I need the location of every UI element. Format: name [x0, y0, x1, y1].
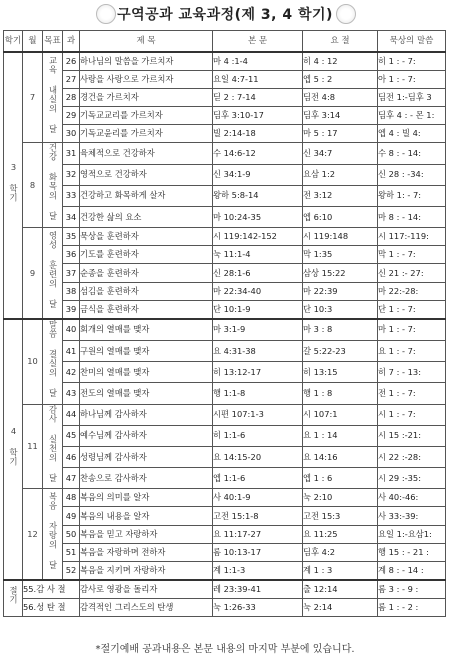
- semester-label: 3 학기: [8, 162, 19, 203]
- lesson-verse: 신 34:7: [303, 143, 378, 164]
- lesson-verse: 시 119:148: [303, 228, 378, 246]
- lesson-no: 34: [63, 207, 80, 228]
- lesson-meditation: 신 21 :- 27:: [378, 264, 446, 282]
- month-cell: 8: [23, 143, 43, 228]
- table-row: [4, 468, 446, 489]
- lesson-no: 46: [63, 446, 80, 467]
- lesson-meditation: 사 33:-39:: [378, 507, 446, 525]
- lesson-verse: 요삼 1:2: [303, 164, 378, 185]
- lesson-meditation: 요일 1:-요삼1:: [378, 525, 446, 543]
- table-row: [4, 489, 446, 507]
- lesson-meditation: 엡 4 : 빌 4:: [378, 125, 446, 143]
- goal-label: 감사 실천의 달: [48, 404, 59, 483]
- header-month: 월: [23, 31, 43, 53]
- lesson-verse: 요 11:25: [303, 525, 378, 543]
- lesson-text: 계 1:1-3: [213, 561, 303, 580]
- lesson-text: 시 119:142-152: [213, 228, 303, 246]
- lesson-title: 복음의 내용을 알자: [80, 507, 213, 525]
- lesson-text: 딤후 3:10-17: [213, 107, 303, 125]
- lesson-text: 눅 1:26-33: [213, 598, 303, 616]
- header-title: 제 목: [80, 31, 213, 53]
- lesson-text: 마 4 :1-4: [213, 52, 303, 71]
- table-row: [4, 561, 446, 580]
- lesson-title: 묵상을 훈련하자: [80, 228, 213, 246]
- lesson-no: 37: [63, 264, 80, 282]
- lesson-no: 32: [63, 164, 80, 185]
- table-row: [4, 543, 446, 561]
- lesson-text: 히 1:1-6: [213, 425, 303, 446]
- lesson-title: 하나님께 감사하자: [80, 404, 213, 425]
- lesson-meditation: 신 28 : -34:: [378, 164, 446, 185]
- table-row: [4, 341, 446, 362]
- lesson-title: 성령님께 감사하자: [80, 446, 213, 467]
- lesson-title: 사랑을 사랑으로 가르치자: [80, 71, 213, 89]
- lesson-text: 마 22:34-40: [213, 282, 303, 300]
- goal-label: 건강 화목의 달: [48, 143, 59, 222]
- lesson-meditation: 아 1 : - 7:: [378, 71, 446, 89]
- lesson-no: 51: [63, 543, 80, 561]
- lesson-verse: 단 10:3: [303, 300, 378, 319]
- lesson-title: 기독교교리를 가르치자: [80, 107, 213, 125]
- lesson-no: 26: [63, 52, 80, 71]
- lesson-meditation: 딤전 1:-딤후 3: [378, 89, 446, 107]
- lesson-meditation: 딤후 4 : - 몬 1:: [378, 107, 446, 125]
- lesson-text: 수 14:6-12: [213, 143, 303, 164]
- lesson-no: 52: [63, 561, 80, 580]
- lesson-meditation: 계 8 : - 14 :: [378, 561, 446, 580]
- lesson-text: 사 40:1-9: [213, 489, 303, 507]
- table-row: [4, 107, 446, 125]
- lesson-verse: 갈 5:22-23: [303, 341, 378, 362]
- table-row: [4, 207, 446, 228]
- table-row: [4, 89, 446, 107]
- festival-no: 56.: [23, 601, 37, 612]
- table-row: [4, 446, 446, 467]
- lesson-verse: 전 3:12: [303, 185, 378, 206]
- goal-cell: [43, 143, 63, 228]
- lesson-no: 28: [63, 89, 80, 107]
- header-goal: 목표: [43, 31, 63, 53]
- lesson-meditation: 요 1 : - 7:: [378, 341, 446, 362]
- lesson-no: 42: [63, 362, 80, 383]
- table-row: [4, 125, 446, 143]
- lesson-no: 31: [63, 143, 80, 164]
- lesson-no: 27: [63, 71, 80, 89]
- festival-row: [4, 580, 446, 599]
- lesson-meditation: 시 1 : - 7:: [378, 404, 446, 425]
- table-row: [4, 52, 446, 71]
- lesson-text: 요일 4:7-11: [213, 71, 303, 89]
- semester-cell: [4, 319, 23, 580]
- lesson-text: 빌 2:14-18: [213, 125, 303, 143]
- title-bar: [0, 0, 450, 30]
- lesson-no: 40: [63, 319, 80, 341]
- goal-cell: [43, 489, 63, 580]
- lesson-title: 감사로 영광을 돌리자: [80, 580, 213, 599]
- lesson-verse: 고전 15:3: [303, 507, 378, 525]
- lesson-meditation: 마 22:-28:: [378, 282, 446, 300]
- lesson-title: 찬미의 열매를 맺자: [80, 362, 213, 383]
- lesson-title: 복음을 자랑하며 전하자: [80, 543, 213, 561]
- lesson-text: 딛 2 : 7-14: [213, 89, 303, 107]
- lesson-verse: 딤전 4:8: [303, 89, 378, 107]
- lesson-verse: 요 14:16: [303, 446, 378, 467]
- table-row: [4, 300, 446, 319]
- lesson-no: 41: [63, 341, 80, 362]
- lesson-verse: 마 3 : 8: [303, 319, 378, 341]
- table-row: [4, 425, 446, 446]
- lesson-title: 기독교윤리를 가르치자: [80, 125, 213, 143]
- month-cell: 12: [23, 489, 43, 580]
- lesson-verse: 삼상 15:22: [303, 264, 378, 282]
- lesson-meditation: 막 1 : - 7:: [378, 246, 446, 264]
- lesson-text: 신 28:1-6: [213, 264, 303, 282]
- semester-cell: [4, 52, 23, 319]
- lesson-no: 43: [63, 383, 80, 404]
- lesson-text: 눅 11:1-4: [213, 246, 303, 264]
- month-cell: 10: [23, 319, 43, 404]
- lesson-title: 건강한 삶의 요소: [80, 207, 213, 228]
- lesson-verse: 요 1 : 14: [303, 425, 378, 446]
- lesson-text: 단 10:1-9: [213, 300, 303, 319]
- header-row: [4, 31, 446, 53]
- festival-label: 절기: [8, 586, 19, 605]
- table-row: [4, 362, 446, 383]
- table-row: [4, 319, 446, 341]
- lesson-verse: 마 22:39: [303, 282, 378, 300]
- lesson-title: 경건을 가르치자: [80, 89, 213, 107]
- lesson-title: 찬송으로 감사하자: [80, 468, 213, 489]
- lesson-no: 47: [63, 468, 80, 489]
- table-row: [4, 246, 446, 264]
- lesson-title: 건강하고 화목하게 살자: [80, 185, 213, 206]
- festival-name: 성 탄 절: [36, 601, 66, 612]
- lesson-title: 예수님께 감사하자: [80, 425, 213, 446]
- lesson-meditation: 시 117:-119:: [378, 228, 446, 246]
- lesson-no: 30: [63, 125, 80, 143]
- lesson-meditation: 시 15 :-21:: [378, 425, 446, 446]
- lesson-text: 신 34:1-9: [213, 164, 303, 185]
- goal-cell: [43, 228, 63, 319]
- lesson-meditation: 수 8 : - 14:: [378, 143, 446, 164]
- month-cell: 9: [23, 228, 43, 319]
- lesson-text: 요 14:15-20: [213, 446, 303, 467]
- lesson-meditation: 시 29 :-35:: [378, 468, 446, 489]
- header-verse: 요 절: [303, 31, 378, 53]
- lesson-text: 엡 1:1-6: [213, 468, 303, 489]
- lesson-title: 육체적으로 건강하자: [80, 143, 213, 164]
- lesson-verse: 시 107:1: [303, 404, 378, 425]
- lesson-title: 기도를 훈련하자: [80, 246, 213, 264]
- goal-label: 교육 내실의 달: [48, 55, 59, 134]
- lesson-verse: 엡 1 : 6: [303, 468, 378, 489]
- lesson-verse: 막 1:35: [303, 246, 378, 264]
- lesson-text: 왕하 5:8-14: [213, 185, 303, 206]
- table-row: [4, 143, 446, 164]
- page-title: 구역공과 교육과정(제 3, 4 학기): [117, 7, 333, 23]
- lesson-no: 39: [63, 300, 80, 319]
- lesson-title: 복음을 지키며 자랑하자: [80, 561, 213, 580]
- lesson-meditation: 히 7 : - 13:: [378, 362, 446, 383]
- header-text: 본 문: [213, 31, 303, 53]
- lesson-meditation: 행 15 : - 21 :: [378, 543, 446, 561]
- lesson-verse: 엡 5 : 2: [303, 71, 378, 89]
- lesson-no: 38: [63, 282, 80, 300]
- lesson-meditation: 히 1 : - 7:: [378, 52, 446, 71]
- festival-name: 감 사 절: [36, 583, 66, 594]
- lesson-no: 49: [63, 507, 80, 525]
- lesson-text: 요 4:31-38: [213, 341, 303, 362]
- goal-label: 영성 훈련의 달: [48, 231, 59, 309]
- lesson-title: 금식을 훈련하자: [80, 300, 213, 319]
- lesson-verse: 마 5 : 17: [303, 125, 378, 143]
- footnote: *절기예배 공과내용은 본문 내용의 마지막 부분에 있습니다.: [95, 644, 355, 655]
- lesson-verse: 계 1 : 3: [303, 561, 378, 580]
- lesson-title: 전도의 열매를 맺자: [80, 383, 213, 404]
- lesson-text: 요 11:17-27: [213, 525, 303, 543]
- table-row: [4, 525, 446, 543]
- lesson-verse: 행 1 : 8: [303, 383, 378, 404]
- lesson-no: 33: [63, 185, 80, 206]
- table-row: [4, 71, 446, 89]
- table-row: [4, 164, 446, 185]
- lesson-meditation: 왕하 1: - 7:: [378, 185, 446, 206]
- lesson-no: 50: [63, 525, 80, 543]
- lesson-verse: 눅 2:10: [303, 489, 378, 507]
- table-row: [4, 404, 446, 425]
- semester-label: 4 학기: [8, 425, 19, 467]
- lesson-verse: 눅 2:14: [303, 598, 378, 616]
- lesson-meditation: 단 1 : - 7:: [378, 300, 446, 319]
- month-cell: 7: [23, 52, 43, 143]
- lesson-no: 35: [63, 228, 80, 246]
- lesson-text: 롬 10:13-17: [213, 543, 303, 561]
- curriculum-table: [3, 30, 446, 617]
- lesson-title: 섬김을 훈련하자: [80, 282, 213, 300]
- lesson-text: 마 10:24-35: [213, 207, 303, 228]
- lesson-no: 44: [63, 404, 80, 425]
- festival-row: [4, 598, 446, 616]
- goal-cell: [43, 319, 63, 404]
- lesson-verse: 히 4 : 12: [303, 52, 378, 71]
- header-meditation: 묵상의 말씀: [378, 31, 446, 53]
- month-cell: 11: [23, 404, 43, 489]
- lesson-meditation: 롬 1 : - 2 :: [378, 598, 446, 616]
- goal-label: 말씀 결실의 달: [48, 319, 59, 398]
- lesson-text: 행 1:1-8: [213, 383, 303, 404]
- table-row: [4, 185, 446, 206]
- lesson-text: 마 3:1-9: [213, 319, 303, 341]
- lesson-title: 복음의 의미를 알자: [80, 489, 213, 507]
- goal-label: 복음 자랑의 달: [48, 492, 59, 571]
- goal-cell: [43, 404, 63, 489]
- lesson-verse: 엡 6:10: [303, 207, 378, 228]
- festival-label-cell: [4, 580, 23, 617]
- lesson-meditation: 전 1 : - 7:: [378, 383, 446, 404]
- lesson-title: 하나님의 말씀을 가르치자: [80, 52, 213, 71]
- table-row: [4, 264, 446, 282]
- ornament-icon-right: [336, 4, 356, 24]
- lesson-no: 36: [63, 246, 80, 264]
- lesson-title: 회개의 열매를 맺자: [80, 319, 213, 341]
- lesson-verse: 출 12:14: [303, 580, 378, 599]
- lesson-no: 29: [63, 107, 80, 125]
- festival-name-cell: [23, 580, 80, 599]
- lesson-title: 감격적인 그리스도의 탄생: [80, 598, 213, 616]
- lesson-verse: 딤후 4:2: [303, 543, 378, 561]
- table-row: [4, 282, 446, 300]
- lesson-title: 구원의 열매를 맺자: [80, 341, 213, 362]
- header-semester: 학기: [4, 31, 23, 53]
- lesson-title: 순종을 훈련하자: [80, 264, 213, 282]
- festival-no: 55.: [23, 583, 37, 594]
- lesson-meditation: 롬 3 : - 9 :: [378, 580, 446, 599]
- lesson-text: 히 13:12-17: [213, 362, 303, 383]
- lesson-title: 복음을 믿고 자랑하자: [80, 525, 213, 543]
- table-row: [4, 507, 446, 525]
- table-row: [4, 228, 446, 246]
- lesson-verse: 히 13:15: [303, 362, 378, 383]
- lesson-text: 고전 15:1-8: [213, 507, 303, 525]
- festival-name-cell: [23, 598, 80, 616]
- lesson-text: 레 23:39-41: [213, 580, 303, 599]
- header-lesson-no: 과: [63, 31, 80, 53]
- lesson-meditation: 마 1 : - 7:: [378, 319, 446, 341]
- lesson-meditation: 사 40:-46:: [378, 489, 446, 507]
- lesson-no: 45: [63, 425, 80, 446]
- lesson-meditation: 마 8 : - 14:: [378, 207, 446, 228]
- lesson-title: 영적으로 건강하자: [80, 164, 213, 185]
- lesson-no: 48: [63, 489, 80, 507]
- table-row: [4, 383, 446, 404]
- goal-cell: [43, 52, 63, 143]
- lesson-meditation: 시 22 :-28:: [378, 446, 446, 467]
- lesson-verse: 딤후 3:14: [303, 107, 378, 125]
- lesson-text: 시편 107:1-3: [213, 404, 303, 425]
